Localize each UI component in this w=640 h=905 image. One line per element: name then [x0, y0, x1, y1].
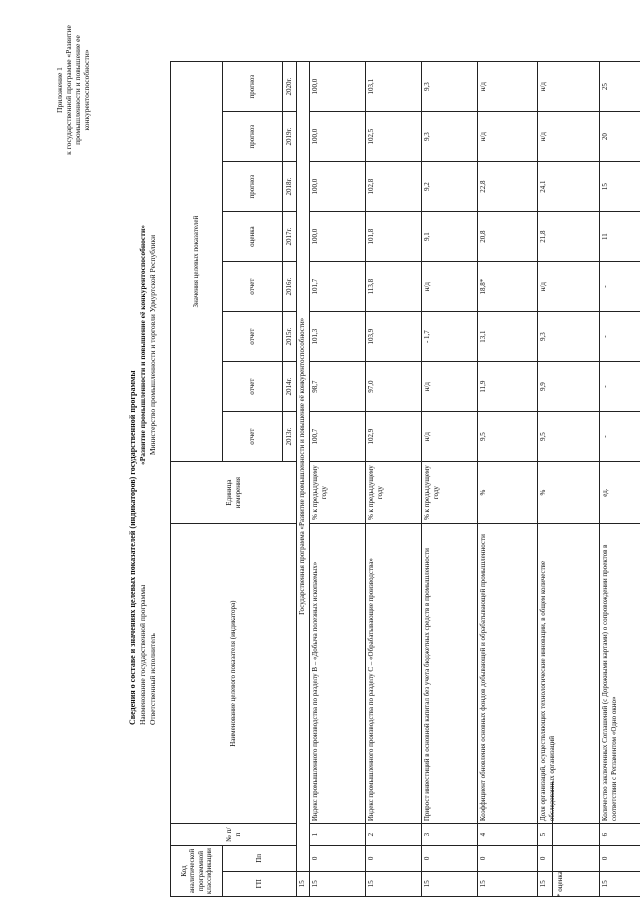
cell-value: 11,9 [478, 362, 538, 412]
cell-unit: ед. [600, 462, 640, 524]
cell-value: 20,8 [478, 212, 538, 262]
cell-value: 9,5 [538, 412, 600, 462]
cell-value: н/д [538, 112, 600, 162]
header-num: № п/п [171, 824, 297, 846]
header-type: отчет [223, 412, 283, 462]
cell-value: 13,1 [478, 312, 538, 362]
cell-value: 101,7 [310, 262, 366, 312]
cell-name: Количество заключенных Соглашений (с Дорожными картами) о сопровождении проектов в соответствии с Регламентом «Одно окно» [600, 524, 640, 824]
cell-gp: 15 [310, 871, 366, 896]
page-title: Сведения о составе и значениях целевых показателей (индикаторов) государственной программы [128, 370, 137, 725]
cell-value: 9,3 [538, 312, 600, 362]
cell-unit: % к предыдущему году [366, 462, 422, 524]
cell-value: 100,0 [310, 162, 366, 212]
table-row [366, 62, 422, 897]
cell-gp: 15 [538, 871, 600, 896]
cell-value: 9,9 [538, 362, 600, 412]
cell-pp: 0 [422, 846, 478, 871]
header-type: прогноз [223, 162, 283, 212]
cell-value: 100,0 [310, 212, 366, 262]
cell-value: 9,1 [422, 212, 478, 262]
cell-gp: 15 [366, 871, 422, 896]
program-label: Наименование государственной программы [138, 584, 147, 725]
cell-value: 18,8* [478, 262, 538, 312]
header-type: отчет [223, 312, 283, 362]
table-row [422, 62, 478, 897]
cell-value: н/д [422, 412, 478, 462]
cell-value: 103,1 [366, 62, 422, 112]
header-gp: ГП [223, 871, 297, 896]
cell-pp: 0 [366, 846, 422, 871]
cell-value: 9,2 [422, 162, 478, 212]
cell-value: 9,3 [422, 62, 478, 112]
section-title: Государственная программа «Развитие промышленности и повышение её конкурентоспособности» [297, 62, 310, 871]
cell-value: н/д [478, 62, 538, 112]
cell-value: 24,1 [538, 162, 600, 212]
cell-value: 9,3 [422, 112, 478, 162]
cell-value: - [600, 312, 640, 362]
header-year: 2016г. [283, 262, 297, 312]
executor-name: Министерство промышленности и торговли Удмуртской Республики [148, 234, 157, 456]
cell-value: 21,8 [538, 212, 600, 262]
table-row [600, 62, 640, 897]
cell-name: Коэффициент обновления основных фондов добывающей и обрабатывающей промышленности [478, 524, 538, 824]
header-name: Наименование целевого показателя (индикатора) [171, 524, 297, 824]
header-year: 2013г. [283, 412, 297, 462]
cell-num: 1 [310, 824, 366, 846]
cell-gp: 15 [478, 871, 538, 896]
header-type: оценка [223, 212, 283, 262]
header-year: 2017г. [283, 212, 297, 262]
cell-value: 97,0 [366, 362, 422, 412]
cell-value: - [600, 362, 640, 412]
appendix-number: Приложение 1 [55, 67, 64, 113]
table-row [310, 62, 366, 897]
appendix-block [55, 0, 91, 180]
cell-value: - [600, 412, 640, 462]
header-type: отчет [223, 362, 283, 412]
cell-gp: 15 [600, 871, 640, 896]
section-gp: 15 [297, 871, 310, 896]
header-type: прогноз [223, 112, 283, 162]
cell-unit: % к предыдущему году [422, 462, 478, 524]
cell-value: 98,7 [310, 362, 366, 412]
cell-unit: % к предыдущему году [310, 462, 366, 524]
cell-value: 11 [600, 212, 640, 262]
cell-value: 100,0 [310, 112, 366, 162]
cell-name: Индекс промышленного производства по разделу В – «Добыча полезных ископаемых» [310, 524, 366, 824]
cell-value: - 1,7 [422, 312, 478, 362]
table-row [478, 62, 538, 897]
cell-value: 25 [600, 62, 640, 112]
indicators-table [170, 61, 640, 897]
table-row [538, 62, 600, 897]
cell-name: Индекс промышленного производства по разделу С – «Обрабатывающие производства» [366, 524, 422, 824]
cell-value: 100,7 [310, 412, 366, 462]
cell-name: Прирост инвестиций в основной капитал без учета бюджетных средств в промышленности [422, 524, 478, 824]
cell-num: 3 [422, 824, 478, 846]
header-year: 2015г. [283, 312, 297, 362]
header-year: 2014г. [283, 362, 297, 412]
cell-value: 101,8 [366, 212, 422, 262]
cell-pp: 0 [310, 846, 366, 871]
header-code: Код аналитической программной классификации [171, 846, 223, 897]
cell-value: 103,9 [366, 312, 422, 362]
executor-label: Ответственный исполнитель [148, 633, 157, 725]
cell-name: Доля организаций, осуществляющих технологические инновации, в общем количестве обследованных организаций [538, 524, 600, 824]
cell-value: 102,9 [366, 412, 422, 462]
cell-value: - [600, 262, 640, 312]
cell-value: 15 [600, 162, 640, 212]
cell-value: 113,8 [366, 262, 422, 312]
cell-num: 2 [366, 824, 422, 846]
cell-value: 101,3 [310, 312, 366, 362]
cell-pp: 0 [538, 846, 600, 871]
footnote-divider [552, 782, 553, 897]
header-year: 2020г. [283, 62, 297, 112]
cell-pp: 0 [600, 846, 640, 871]
program-name: «Развитие промышленности и повышение её конкурентоспособности» [138, 224, 147, 466]
cell-num: 5 [538, 824, 600, 846]
cell-num: 6 [600, 824, 640, 846]
cell-value: н/д [478, 112, 538, 162]
cell-unit: % [538, 462, 600, 524]
cell-value: 102,8 [366, 162, 422, 212]
header-pp: Пп [223, 846, 297, 871]
header-year: 2018г. [283, 162, 297, 212]
cell-value: 100,0 [310, 62, 366, 112]
header-type: прогноз [223, 62, 283, 112]
appendix-text: к государственной программе «Развитие промышленности и повышение ее конкурентоспособности» [64, 25, 91, 155]
cell-value: н/д [538, 62, 600, 112]
header-type: отчет [223, 262, 283, 312]
cell-pp: 0 [478, 846, 538, 871]
cell-value: н/д [422, 262, 478, 312]
cell-num: 4 [478, 824, 538, 846]
header-values: Значения целевых показателей [171, 62, 223, 462]
header-year: 2019г. [283, 112, 297, 162]
cell-unit: % [478, 462, 538, 524]
footnote: * оценка [556, 871, 564, 897]
cell-value: н/д [422, 362, 478, 412]
cell-value: 22,8 [478, 162, 538, 212]
cell-value: 9,5 [478, 412, 538, 462]
cell-gp: 15 [422, 871, 478, 896]
cell-value: 102,5 [366, 112, 422, 162]
cell-value: н/д [538, 262, 600, 312]
cell-value: 20 [600, 112, 640, 162]
header-unit: Единица измерения [171, 462, 297, 524]
